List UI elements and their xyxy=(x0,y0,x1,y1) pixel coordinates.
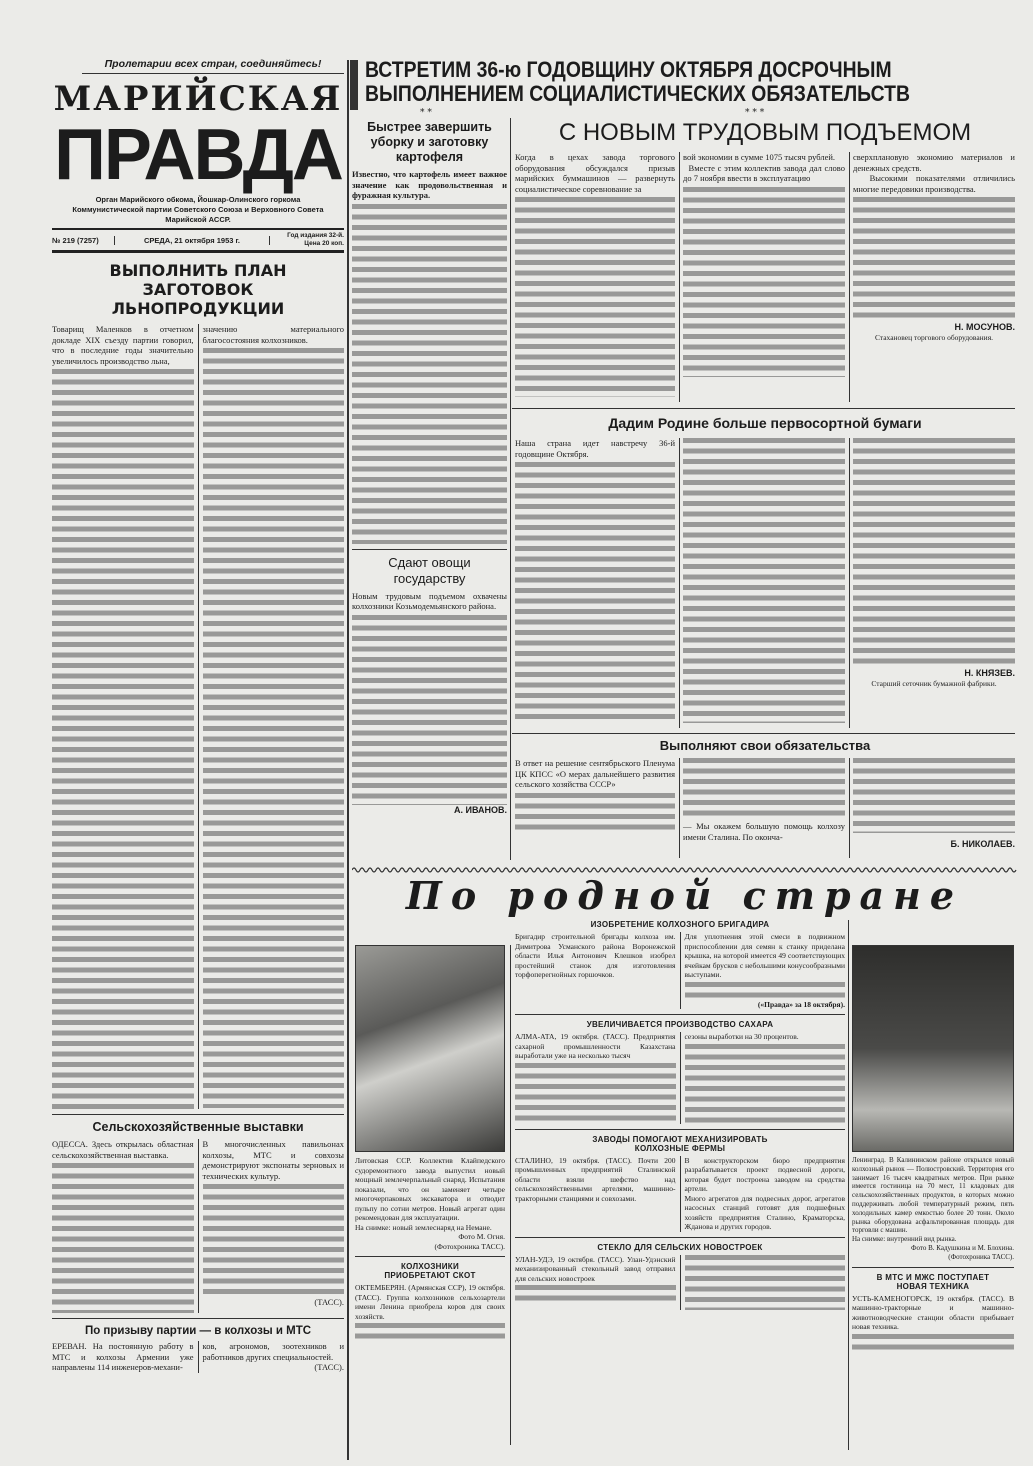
exhibitions-lead: ОДЕССА. Здесь открылась областная сельскохозяйственная выставка. xyxy=(52,1139,194,1160)
labor-title: С НОВЫМ ТРУДОВЫМ ПОДЪЕМОМ xyxy=(558,119,972,146)
obligations-col3 xyxy=(853,758,1015,850)
party-call-columns xyxy=(52,1341,344,1373)
obligations-signature: Б. НИКОЛАЕВ. xyxy=(950,839,1015,849)
title-line1: МАРИЙСКАЯ xyxy=(53,79,343,119)
text-lines xyxy=(52,1163,194,1313)
vegetables-body xyxy=(352,591,507,816)
banner-line2: ВЫПОЛНЕНИЕМ СОЦИАЛИСТИЧЕСКИХ ОБЯЗАТЕЛЬСТВ xyxy=(365,81,910,106)
text-lines xyxy=(685,1044,846,1124)
potato-lead: Известно, что картофель имеет важное значение как продовольственная и фуражная культура. xyxy=(352,169,507,200)
text-lines xyxy=(52,369,194,1109)
invention-col2-text: Для уплотнения этой смеси в подвижном приспособлении для семян к станку приделана крышка, на которой имеется 49 соответствующих ячейкам брусков с небольшими конусообразными выступами. xyxy=(684,932,845,979)
technique-body xyxy=(852,1294,1014,1354)
photo-left-credit: Фото М. Огня. xyxy=(458,1232,505,1241)
glass-lead: УЛАН-УДЭ, 19 октября. (ТАСС). Улан-Удэнский механизированный стекольный завод отправил для сельских новостроек xyxy=(515,1254,676,1283)
text-lines xyxy=(203,348,345,1108)
paper-col2 xyxy=(683,438,845,723)
banner-bar xyxy=(350,60,358,110)
vegetables-title: Сдают овощи государству xyxy=(388,554,471,586)
text-lines xyxy=(515,1285,676,1305)
sugar-col2-text: сезоны выработки на 30 процентов. xyxy=(684,1032,799,1041)
country-right-column xyxy=(852,945,1014,1354)
text-lines xyxy=(685,1255,846,1310)
obligations-col2 xyxy=(683,758,845,842)
paper-col3 xyxy=(853,438,1015,688)
masthead xyxy=(52,58,344,253)
invention-title: ИЗОБРЕТЕНИЕ КОЛХОЗНОГО БРИГАДИРА xyxy=(590,920,770,929)
country-heading: По родной стране xyxy=(405,873,964,918)
vegetables-signature: А. ИВАНОВ. xyxy=(453,804,507,815)
invention-col2 xyxy=(681,932,846,1009)
farms-col1: СТАЛИНО, 19 октября. (ТАСС). Почти 200 промышленных предприятий Сталинской области взяли шефство над сельскохозяйственными артелями, машинно-тракторными станциями и совхозами. xyxy=(515,1156,681,1232)
flax-columns xyxy=(52,324,344,1109)
text-lines xyxy=(852,1334,1014,1354)
exhibitions-col2-lead: В многочисленных павильонах колхозы, МТС и совхозы демонстрируют экспонаты зерновых и технических культур. xyxy=(202,1139,344,1181)
farms-col2-para: Много агрегатов для подвесных дорог, агрегатов насосных станций готовят для подшефных хозяйств предприятия Сталино, Краматорска, Жданова и других городов. xyxy=(684,1193,845,1231)
glass-col1 xyxy=(515,1255,681,1310)
glass-columns xyxy=(515,1255,845,1310)
text-lines xyxy=(515,793,675,833)
price: Цена 20 коп. xyxy=(304,240,344,247)
issue-date: СРЕДА, 21 октября 1953 г. xyxy=(115,236,270,245)
text-lines xyxy=(853,438,1015,668)
text-lines xyxy=(352,204,507,544)
livestock-lead: ОКТЕМБЕРЯН. (Армянская ССР), 19 октября. (ТАСС). Группа колхозников сельхозартели имени Ленина приобрела коров для своих хозяйств. xyxy=(355,1283,505,1321)
photo-left-note: На снимке: новый землеснаряд на Немане. xyxy=(355,1222,492,1232)
technique-lead: УСТЬ-КАМЕНОГОРСК, 19 октября. (ТАСС). В машинно-тракторные и машинно-животноводческие станции области прибывает новая техника. xyxy=(852,1293,1014,1332)
paper-signature: Н. КНЯЗЕВ. xyxy=(964,668,1015,678)
banner-line1: ВСТРЕТИМ 36-ю ГОДОВЩИНУ ОКТЯБРЯ ДОСРОЧНЫМ xyxy=(365,57,892,82)
year-of-issue: Год издания 32-й. xyxy=(287,232,344,239)
paper-title: Дадим Родине больше первосортной бумаги xyxy=(608,415,922,431)
text-lines xyxy=(683,758,845,821)
labor-col2 xyxy=(683,152,845,377)
livestock-body xyxy=(355,1283,505,1343)
text-lines xyxy=(515,197,675,397)
text-lines xyxy=(685,982,846,1000)
labor-col1 xyxy=(515,152,675,397)
country-left-column xyxy=(355,945,505,1343)
labor-col1-lead: Когда в цехах завода торгового оборудования обсуждался призыв марийских буммашинов — развернуть социалистическое соревнование за xyxy=(515,152,675,194)
text-lines xyxy=(853,758,1015,833)
flax-lead: Товарищ Маленков в отчетном докладе XIX съезду партии говорил, что в последние годы значительно увеличилось производство льна, xyxy=(52,324,194,366)
labor-signature: Н. МОСУНОВ. xyxy=(954,322,1015,332)
farms-title: ЗАВОДЫ ПОМОГАЮТ МЕХАНИЗИРОВАТЬ КОЛХОЗНЫЕ ФЕРМЫ xyxy=(592,1134,768,1153)
paper-lead: Наша страна идет навстречу 36-й годовщине Октября. xyxy=(515,438,675,459)
paper-col1 xyxy=(515,438,675,722)
photo-left-caption xyxy=(355,1156,505,1251)
party-call-col1: ЕРЕВАН. На постоянную работу в МТС и колхозы Армении уже направлены 114 инженеров-механи- xyxy=(52,1341,199,1373)
flax-title: ВЫПОЛНИТЬ ПЛАН ЗАГОТОВОК ЛЬНОПРОДУКЦИИ xyxy=(109,261,287,318)
flax-col2-lead: значению материального благосостояния колхозников. xyxy=(202,324,344,345)
text-lines xyxy=(355,1323,505,1343)
photo-right-credit: Фото В. Кадушкина и М. Блохина. xyxy=(910,1243,1014,1252)
labor-signature-role: Стахановец торгового оборудования. xyxy=(874,332,994,342)
title-line2: ПРАВДА xyxy=(54,115,342,195)
sugar-col1 xyxy=(515,1032,681,1124)
photo-dredger xyxy=(355,945,505,1152)
text-lines xyxy=(203,1184,345,1294)
photo-right-text: Ленинград. В Калининском районе открылся новый колхозный рынок — Полюстровский. Территория его занимает 16 тысяч квадратных метров. При рынке имеется гостиница на 70 мест, 11 кладовых для сельскохозяйственных продуктов, в которых можно поддерживать любой температурный режим, пять холодильных камер емкостью более 20 тонн. Около рынка оборудована асфальтированная площадь для торговли с машин. xyxy=(852,1156,1014,1235)
left-column xyxy=(52,58,344,1373)
banner-headline xyxy=(365,58,999,106)
obligations-title: Выполняют свои обязательства xyxy=(659,738,871,753)
sugar-lead: АЛМА-АТА, 19 октября. (ТАСС). Предприятия сахарной промышленности Казахстана выработали уже на несколько тысяч xyxy=(515,1032,676,1060)
invention-source: («Правда» за 18 октября). xyxy=(757,999,845,1009)
labor-col2-lead: вой экономии в сумме 1075 тысяч рублей. xyxy=(683,152,836,162)
text-lines xyxy=(683,187,845,377)
potato-title: Быстрее завершить уборку и заготовку картофеля xyxy=(367,120,492,164)
price-block xyxy=(270,232,344,248)
party-call-title: По призыву партии — в колхозы и МТС xyxy=(84,1325,312,1337)
labor-col2-para: Вместе с этим коллектив завода дал слово до 7 ноября ввести в эксплуатацию xyxy=(683,162,845,183)
exhibitions-columns xyxy=(52,1139,344,1313)
stars-left: * * xyxy=(420,108,432,118)
country-middle-column xyxy=(515,920,845,1310)
obligations-lead: В ответ на решение сентябрьского Пленума ЦК КПСС «О мерах дальнейшего развития сельского хозяйства СССР» xyxy=(515,758,675,789)
text-lines xyxy=(515,462,675,722)
stars-center: * * * xyxy=(745,108,765,118)
photo-right-note: На снимке: внутренний вид рынка. xyxy=(852,1235,957,1244)
text-lines xyxy=(853,197,1015,322)
exhibitions-col2 xyxy=(199,1139,345,1313)
glass-title: СТЕКЛО ДЛЯ СЕЛЬСКИХ НОВОСТРОЕК xyxy=(597,1242,763,1252)
exhibitions-source: (ТАСС). xyxy=(314,1297,344,1307)
party-call-col2-text: ков, агрономов, зоотехников и работников других специальностей. xyxy=(202,1341,344,1362)
sugar-columns xyxy=(515,1032,845,1124)
farms-columns xyxy=(515,1156,845,1232)
technique-title: В МТС И МЖС ПОСТУПАЕТ НОВАЯ ТЕХНИКА xyxy=(876,1272,990,1291)
farms-col2 xyxy=(681,1156,846,1232)
slogan: Пролетарии всех стран, соединяйтесь! xyxy=(82,58,344,74)
labor-col3 xyxy=(853,152,1015,342)
photo-market xyxy=(852,945,1014,1152)
organ-line: Орган Марийского обкома, Йошкар-Олинского горкома Коммунистической партии Советского Союза и Верховного Совета Марийской АССР. xyxy=(72,195,324,224)
party-call-col2 xyxy=(199,1341,345,1373)
issue-number: № 219 (7257) xyxy=(52,236,115,245)
text-lines xyxy=(352,615,507,805)
sugar-title: УВЕЛИЧИВАЕТСЯ ПРОИЗВОДСТВО САХАРА xyxy=(586,1020,774,1029)
exhibitions-col1 xyxy=(52,1139,199,1313)
sugar-col2 xyxy=(681,1032,846,1124)
obligations-col2-end: — Мы окажем большую помощь колхозу имени Сталина. По оконча- xyxy=(683,821,845,842)
photo-right-agency: (Фотохроника ТАСС). xyxy=(948,1252,1014,1261)
flax-col2 xyxy=(199,324,345,1109)
party-call-source: (ТАСС). xyxy=(314,1362,344,1372)
vegetables-lead: Новым трудовым подъемом охвачены колхозники Козьмодемьянского района. xyxy=(352,590,507,611)
issue-row xyxy=(52,228,344,253)
livestock-title: КОЛХОЗНИКИ ПРИОБРЕТАЮТ СКОТ xyxy=(384,1262,476,1280)
paper-signature-role: Старший сеточник бумажной фабрики. xyxy=(871,678,997,688)
glass-col2 xyxy=(681,1255,846,1310)
photo-right-caption xyxy=(852,1156,1014,1262)
narrow-column xyxy=(352,120,507,815)
obligations-col1 xyxy=(515,758,675,833)
farms-col2-text: В конструкторском бюро предприятия разрабатывается проект подвесной дороги, которая будет построена заводом на средства артели. xyxy=(684,1155,845,1193)
photo-left-agency: (Фотохроника ТАСС). xyxy=(434,1241,505,1251)
potato-body xyxy=(352,169,507,544)
invention-columns xyxy=(515,932,845,1009)
exhibitions-title: Сельскохозяйственные выставки xyxy=(92,1120,304,1134)
text-lines xyxy=(515,1063,676,1123)
photo-left-text: Литовская ССР. Коллектив Клайпедского судоремонтного завода выпустил новый мощный землечерпальный снаряд. Испытания показали, что он заменяет четыре многочерпаковых экскаватора и отводит пульпу по сотни метров. Новый агрегат один рекомендован для эксплуатации. xyxy=(355,1156,505,1222)
labor-col3-para: Высокими показателями отличились многие передовики производства. xyxy=(853,173,1015,194)
invention-col1: Бригадир строительной бригады колхоза им. Димитрова Усманского района Воронежской области Илья Антонович Клешков изобрел простейший станок для изготовления торфоперегнойных горшочков. xyxy=(515,932,681,1009)
labor-col3-lead: сверхплановую экономию материалов и денежных средств. xyxy=(853,152,1015,173)
flax-col1 xyxy=(52,324,199,1109)
